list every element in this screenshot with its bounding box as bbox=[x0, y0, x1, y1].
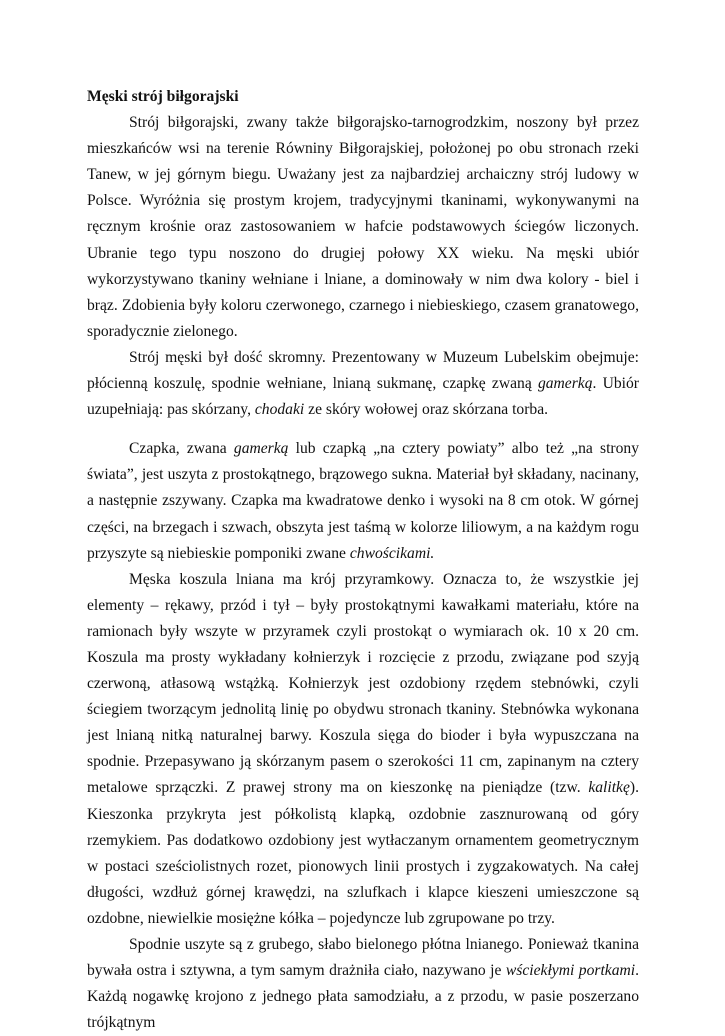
italic-term: chodaki bbox=[254, 401, 305, 419]
text-run: ). Kieszonka przykryta jest półkolistą klapką, ozdobnie zasznurowaną od góry rzemykiem. Pas dodatkowo ozdobiony jest wytłaczanym ornamentem geometrycznym w postaci sześciolistnych rozet, pionowych linii prostych i zygzakowatych. Na całej długości, wzdłuż górnej krawędzi, na szlufkach i klapce kieszeni umieszczone są ozdobne, niewielkie mosiężne kółka – pojedyncze lub zgrupowane po trzy. bbox=[87, 779, 639, 927]
text-run: . Ubiór uzupełniają: pas skórzany, bbox=[87, 375, 639, 419]
paragraph-cap bbox=[87, 436, 639, 566]
paragraph-intro bbox=[87, 110, 639, 345]
text-run: ze skóry wołowej oraz skórzana torba. bbox=[304, 401, 549, 419]
italic-term: wściekłymi portkami bbox=[505, 962, 636, 980]
text-run: Strój biłgorajski, zwany także biłgorajsko-tarnogrodzkim, noszony był przez mieszkańców wsi na terenie Równiny Biłgorajskiej, położonej po obu stronach rzeki Tanew, w jej górnym biegu. Uważany jest za najbardziej archaiczny strój ludowy w Polsce. Wyróżnia się prostym krojem, tradycyjnymi tkaninami, wykonywanymi na ręcznym krośnie oraz zastosowaniem w hafcie podstawowych ściegów liczonych. Ubranie tego typu noszono do drugiej połowy XX wieku. Na męski ubiór wykorzystywano tkaniny wełniane i lniane, a dominowały w nim dwa kolory - biel i brąz. Zdobienia były koloru czerwonego, czarnego i niebieskiego, czasem granatowego, sporadycznie zielonego. bbox=[87, 114, 639, 340]
paragraph-museum bbox=[87, 345, 639, 423]
paragraph-shirt bbox=[87, 567, 639, 932]
document-page bbox=[87, 84, 639, 1036]
text-run: Strój męski był dość skromny. Prezentowany w Muzeum Lubelskim obejmuje: płócienną koszulę, spodnie wełniane, lnianą sukmanę, czapkę zwaną bbox=[87, 348, 639, 393]
text-run: lub czapką „na cztery powiaty” albo też „na strony świata”, jest uszyta z prostokątnego, brązowego sukna. Materiał był składany, nacinany, a następnie zszywany. Czapka ma kwadratowe denko i wysoki na 8 cm otok. W górnej części, na brzegach i szwach, obszyta jest taśmą w kolorze liliowym, a na każdym rogu przyszyte są niebieskie pomponiki zwane bbox=[87, 440, 640, 562]
document-title: Męski strój biłgorajski bbox=[87, 88, 239, 105]
text-run: Czapka, zwana bbox=[129, 440, 234, 458]
text-run: Spodnie uszyte są z grubego, słabo bielonego płótna lnianego. Ponieważ tkanina bywała ostra i sztywna, a tym samym drażniła ciało, nazywano je bbox=[87, 936, 639, 980]
text-run: Męska koszula lniana ma krój przyramkowy. Oznacza to, że wszystkie jej elementy – rękawy, przód i tył – były prostokątnymi kawałkami materiału, które na ramionach były wszyte w przyramek czyli prostokąt o wymiarach ok. 10 x 20 cm. Koszula ma prosty wykładany kołnierzyk i rozcięcie z przodu, związane pod szyją czerwoną, atłasową wstążką. Kołnierzyk jest ozdobiony rzędem stebnówki, czyli ściegiem tworzącym jednolitą linię po obydwu stronach tkaniny. Stebnówka wykonana jest lnianą nitką naturalnej barwy. Koszula sięga do bioder i była wypuszczana na spodnie. Przepasywano ją skórzanym pasem o szerokości 11 cm, zapinanym na cztery metalowe sprzączki. Z prawej strony ma on kieszonkę na pieniądze (tzw. bbox=[87, 570, 639, 797]
italic-term: kalitkę bbox=[588, 779, 630, 797]
document-body bbox=[87, 110, 639, 1036]
italic-term: chwościkami. bbox=[349, 544, 435, 562]
text-run: . Każdą nogawkę krojono z jednego płata samodziału, a z przodu, w pasie poszerzano trójkątnym bbox=[87, 962, 639, 1032]
italic-term: gamerką bbox=[233, 440, 289, 458]
paragraph-trousers bbox=[87, 932, 639, 1036]
italic-term: gamerką bbox=[537, 375, 593, 393]
